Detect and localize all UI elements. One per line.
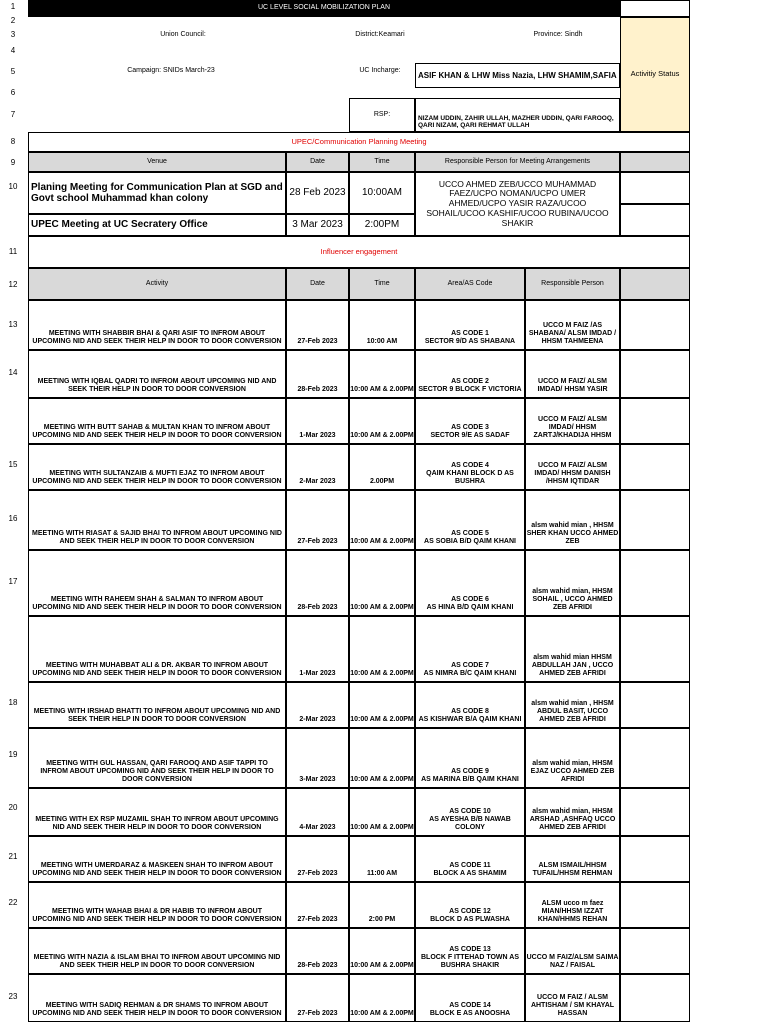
- uc-incharge-value: ASIF KHAN & LHW Miss Nazia, LHW SHAMIM,SAFIA: [415, 63, 620, 88]
- row-number: 12: [8, 280, 18, 289]
- time-cell: 10:00 AM & 2.00PM: [349, 728, 415, 788]
- row-number: 14: [8, 368, 18, 377]
- date-cell: 3-Mar 2023: [286, 728, 349, 788]
- activity-header: Activity: [28, 268, 286, 300]
- area-header: Area/AS Code: [415, 268, 525, 300]
- upec-section-title: UPEC/Communication Planning Meeting: [28, 132, 690, 152]
- area-cell: AS CODE 11 BLOCK A AS SHAMIM: [415, 836, 525, 882]
- time-cell: 2:00 PM: [349, 882, 415, 928]
- row-number: 17: [8, 577, 18, 586]
- date-cell: 28-Feb 2023: [286, 550, 349, 616]
- area-cell: AS CODE 4 QAIM KHANI BLOCK D AS BUSHRA: [415, 444, 525, 490]
- date-cell: 1-Mar 2023: [286, 398, 349, 444]
- activity-cell: MEETING WITH NAZIA & ISLAM BHAI TO INFROM ABOUT UPCOMING NID AND SEEK THEIR HELP IN DOOR TO DOOR CONVERSION: [28, 928, 286, 974]
- date-header: Date: [286, 268, 349, 300]
- activity-cell: MEETING WITH BUTT SAHAB & MULTAN KHAN TO INFROM ABOUT UPCOMING NID AND SEEK THEIR HELP IN DOOR TO DOOR CONVERSION: [28, 398, 286, 444]
- status-cell: [620, 836, 690, 882]
- responsible-cell: alsm wahid mian, HHSM SOHAIL , UCCO AHMED ZEB AFRIDI: [525, 550, 620, 616]
- row-number: 11: [8, 247, 18, 256]
- upec-date-1: 28 Feb 2023: [286, 172, 349, 214]
- area-cell: AS CODE 5 AS SOBIA B/D QAIM KHANI: [415, 490, 525, 550]
- upec-venue-1: Planing Meeting for Communication Plan at SGD and Govt school Muhammad khan colony: [28, 172, 286, 214]
- date-cell: 1-Mar 2023: [286, 616, 349, 682]
- row-number: 5: [10, 67, 16, 76]
- time-cell: 10:00 AM & 2.00PM: [349, 682, 415, 728]
- responsible-header: Responsible Person: [525, 268, 620, 300]
- area-cell: AS CODE 14 BLOCK E AS ANOOSHA: [415, 974, 525, 1022]
- activity-cell: MEETING WITH GUL HASSAN, QARI FAROOQ AND ASIF TAPPI TO INFROM ABOUT UPCOMING NID AND SEEK THEIR HELP IN DOOR TO DOOR CONVERSION: [28, 728, 286, 788]
- status-cell: [620, 398, 690, 444]
- status-cell: [620, 616, 690, 682]
- row-number: 22: [8, 898, 18, 907]
- time-cell: 11:00 AM: [349, 836, 415, 882]
- venue-header: Venue: [28, 152, 286, 172]
- row-number: 6: [10, 88, 16, 97]
- area-cell: AS CODE 13 BLOCK F ITTEHAD TOWN AS BUSHRA SHAKIR: [415, 928, 525, 974]
- date-cell: 27-Feb 2023: [286, 300, 349, 350]
- date-cell: 4-Mar 2023: [286, 788, 349, 836]
- activity-status-cell: Activitiy Status: [620, 17, 690, 132]
- area-cell: AS CODE 9 AS MARINA B/B QAIM KHANI: [415, 728, 525, 788]
- area-cell: AS CODE 2 SECTOR 9 BLOCK F VICTORIA: [415, 350, 525, 398]
- row-number: 18: [8, 698, 18, 707]
- activity-cell: MEETING WITH UMERDARAZ & MASKEEN SHAH TO INFROM ABOUT UPCOMING NID AND SEEK THEIR HELP IN DOOR TO DOOR CONVERSION: [28, 836, 286, 882]
- date-cell: 2-Mar 2023: [286, 682, 349, 728]
- time-cell: 10:00 AM & 2.00PM: [349, 928, 415, 974]
- status-cell: [620, 550, 690, 616]
- time-cell: 10:00 AM & 2.00PM: [349, 974, 415, 1022]
- activity-cell: MEETING WITH RAHEEM SHAH & SALMAN TO INFROM ABOUT UPCOMING NID AND SEEK THEIR HELP IN DOOR TO DOOR CONVERSION: [28, 550, 286, 616]
- status-cell: [620, 788, 690, 836]
- responsible-cell: UCCO M FAIZ/ ALSM IMDAD/ HHSM ZARTJ/KHADIJA HHSM: [525, 398, 620, 444]
- row-number: 4: [10, 46, 16, 55]
- upec-status-1: [620, 172, 690, 204]
- date-cell: 28-Feb 2023: [286, 928, 349, 974]
- upec-time-2: 2:00PM: [349, 214, 415, 236]
- upec-time-header: Time: [349, 152, 415, 172]
- row-number: 3: [10, 30, 16, 39]
- activity-cell: MEETING WITH SADIQ REHMAN & DR SHAMS TO INFROM ABOUT UPCOMING NID AND SEEK THEIR HELP IN DOOR TO DOOR CONVERSION: [28, 974, 286, 1022]
- time-cell: 2.00PM: [349, 444, 415, 490]
- area-cell: AS CODE 8 AS KISHWAR B/A QAIM KHANI: [415, 682, 525, 728]
- area-cell: AS CODE 10 AS AYESHA B/B NAWAB COLONY: [415, 788, 525, 836]
- activity-cell: MEETING WITH WAHAB BHAI & DR HABIB TO INFROM ABOUT UPCOMING NID AND SEEK THEIR HELP IN DOOR TO DOOR CONVERSION: [28, 882, 286, 928]
- district-label: District:Keamari: [355, 30, 405, 38]
- province-label: Province: Sindh: [533, 30, 583, 38]
- time-cell: 10:00 AM: [349, 300, 415, 350]
- responsible-cell: ALSM ISMAIL/HHSM TUFAIL/HHSM REHMAN: [525, 836, 620, 882]
- upec-time-1: 10:00AM: [349, 172, 415, 214]
- date-cell: 28-Feb 2023: [286, 350, 349, 398]
- activity-cell: MEETING WITH MUHABBAT ALI & DR. AKBAR TO INFROM ABOUT UPCOMING NID AND SEEK THEIR HELP IN DOOR TO DOOR CONVERSION: [28, 616, 286, 682]
- area-cell: AS CODE 6 AS HINA B/D QAIM KHANI: [415, 550, 525, 616]
- status-cell: [620, 682, 690, 728]
- date-cell: 27-Feb 2023: [286, 882, 349, 928]
- time-cell: 10:00 AM & 2.00PM: [349, 550, 415, 616]
- union-council-label: Union Council:: [160, 30, 206, 38]
- status-cell: [620, 728, 690, 788]
- date-cell: 2-Mar 2023: [286, 444, 349, 490]
- activity-cell: MEETING WITH SHABBIR BHAI & QARI ASIF TO INFROM ABOUT UPCOMING NID AND SEEK THEIR HELP IN DOOR TO DOOR CONVERSION: [28, 300, 286, 350]
- row-number: 15: [8, 460, 18, 469]
- status-cell: [620, 350, 690, 398]
- date-cell: 27-Feb 2023: [286, 836, 349, 882]
- responsible-cell: UCCO M FAIZ / ALSM AHTISHAM / SM KHAYAL HASSAN: [525, 974, 620, 1022]
- row-number: 9: [10, 158, 16, 167]
- status-cell: [620, 300, 690, 350]
- upec-responsible-header: Responsible Person for Meeting Arrangements: [415, 152, 620, 172]
- row-number: 16: [8, 514, 18, 523]
- status-cell: [620, 882, 690, 928]
- row-number: 1: [10, 2, 16, 11]
- time-header: Time: [349, 268, 415, 300]
- upec-date-header: Date: [286, 152, 349, 172]
- status-header: [620, 268, 690, 300]
- responsible-cell: alsm wahid mian , HHSM ABDUL BASIT, UCCO AHMED ZEB AFRIDI: [525, 682, 620, 728]
- influencer-section-title: Influencer engagement: [28, 236, 690, 268]
- time-cell: 10:00 AM & 2.00PM: [349, 350, 415, 398]
- row-number: 13: [8, 320, 18, 329]
- status-cell: [620, 490, 690, 550]
- page-title: UC LEVEL SOCIAL MOBILIZATION PLAN: [28, 0, 620, 17]
- row-number: 10: [8, 182, 18, 191]
- activity-cell: MEETING WITH IRSHAD BHATTI TO INFROM ABOUT UPCOMING NID AND SEEK THEIR HELP IN DOOR TO DOOR CONVERSION: [28, 682, 286, 728]
- upec-responsible: UCCO AHMED ZEB/UCCO MUHAMMAD FAEZ/UCPO NOMAN/UCPO UMER AHMED/UCPO YASIR RAZA/UCOO SOHAIL/UCOO KASHIF/UCOO RUBINA/UCOO SHAKIR: [415, 172, 620, 236]
- activity-cell: MEETING WITH IQBAL QADRI TO INFROM ABOUT UPCOMING NID AND SEEK THEIR HELP IN DOOR TO DOOR CONVERSION: [28, 350, 286, 398]
- responsible-cell: alsm wahid mian, HHSM EJAZ UCCO AHMED ZEB AFRIDI: [525, 728, 620, 788]
- row-number: 19: [8, 750, 18, 759]
- responsible-cell: UCCO M FAIZ/ALSM SAIMA NAZ / FAISAL: [525, 928, 620, 974]
- row-number: 20: [8, 803, 18, 812]
- rsp-label: RSP:: [349, 98, 415, 132]
- area-cell: AS CODE 1 SECTOR 9/D AS SHABANA: [415, 300, 525, 350]
- date-cell: 27-Feb 2023: [286, 490, 349, 550]
- upec-status-2: [620, 204, 690, 236]
- upec-status-header: [620, 152, 690, 172]
- area-cell: AS CODE 7 AS NIMRA B/C QAIM KHANI: [415, 616, 525, 682]
- uc-incharge-label: UC Incharge:: [359, 66, 401, 74]
- status-header-cell: [620, 0, 690, 17]
- time-cell: 10:00 AM & 2.00PM: [349, 616, 415, 682]
- upec-date-2: 3 Mar 2023: [286, 214, 349, 236]
- row-number: 23: [8, 992, 18, 1001]
- time-cell: 10:00 AM & 2.00PM: [349, 398, 415, 444]
- date-cell: 27-Feb 2023: [286, 974, 349, 1022]
- area-cell: AS CODE 12 BLOCK D AS PLWASHA: [415, 882, 525, 928]
- row-number: 2: [10, 16, 16, 25]
- area-cell: AS CODE 3 SECTOR 9/E AS SADAF: [415, 398, 525, 444]
- responsible-cell: alsm wahid mian HHSM ABDULLAH JAN , UCCO AHMED ZEB AFRIDI: [525, 616, 620, 682]
- status-cell: [620, 928, 690, 974]
- activity-cell: MEETING WITH SULTANZAIB & MUFTI EJAZ TO INFROM ABOUT UPCOMING NID AND SEEK THEIR HELP IN DOOR TO DOOR CONVERSION: [28, 444, 286, 490]
- upec-venue-2: UPEC Meeting at UC Secratery Office: [28, 214, 286, 236]
- activity-cell: MEETING WITH EX RSP MUZAMIL SHAH TO INFROM ABOUT UPCOMING NID AND SEEK THEIR HELP IN DOOR TO DOOR CONVERSION: [28, 788, 286, 836]
- time-cell: 10:00 AM & 2.00PM: [349, 788, 415, 836]
- responsible-cell: ALSM ucco m faez MIAN/HHSM IZZAT KHAN/HHMS REHAN: [525, 882, 620, 928]
- row-number: 21: [8, 852, 18, 861]
- responsible-cell: UCCO M FAIZ /AS SHABANA/ ALSM IMDAD / HHSM TAHMEENA: [525, 300, 620, 350]
- status-cell: [620, 974, 690, 1022]
- status-cell: [620, 444, 690, 490]
- responsible-cell: UCCO M FAIZ/ ALSM IMDAD/ HHSM YASIR: [525, 350, 620, 398]
- rsp-value: NIZAM UDDIN, ZAHIR ULLAH, MAZHER UDDIN, QARI FAROOQ, QARI NIZAM, QARI REHMAT ULLAH: [415, 98, 620, 132]
- activity-cell: MEETING WITH RIASAT & SAJID BHAI TO INFROM ABOUT UPCOMING NID AND SEEK THEIR HELP IN DOOR TO DOOR CONVERSION: [28, 490, 286, 550]
- campaign-label: Campaign: SNIDs March-23: [127, 66, 215, 74]
- responsible-cell: UCCO M FAIZ/ ALSM IMDAD/ HHSM DANISH /HHSM IQTIDAR: [525, 444, 620, 490]
- row-number: 8: [10, 137, 16, 146]
- responsible-cell: alsm wahid mian , HHSM SHER KHAN UCCO AHMED ZEB: [525, 490, 620, 550]
- responsible-cell: alsm wahid mian, HHSM ARSHAD ,ASHFAQ UCCO AHMED ZEB AFRIDI: [525, 788, 620, 836]
- row-number: 7: [10, 110, 16, 119]
- time-cell: 10:00 AM & 2.00PM: [349, 490, 415, 550]
